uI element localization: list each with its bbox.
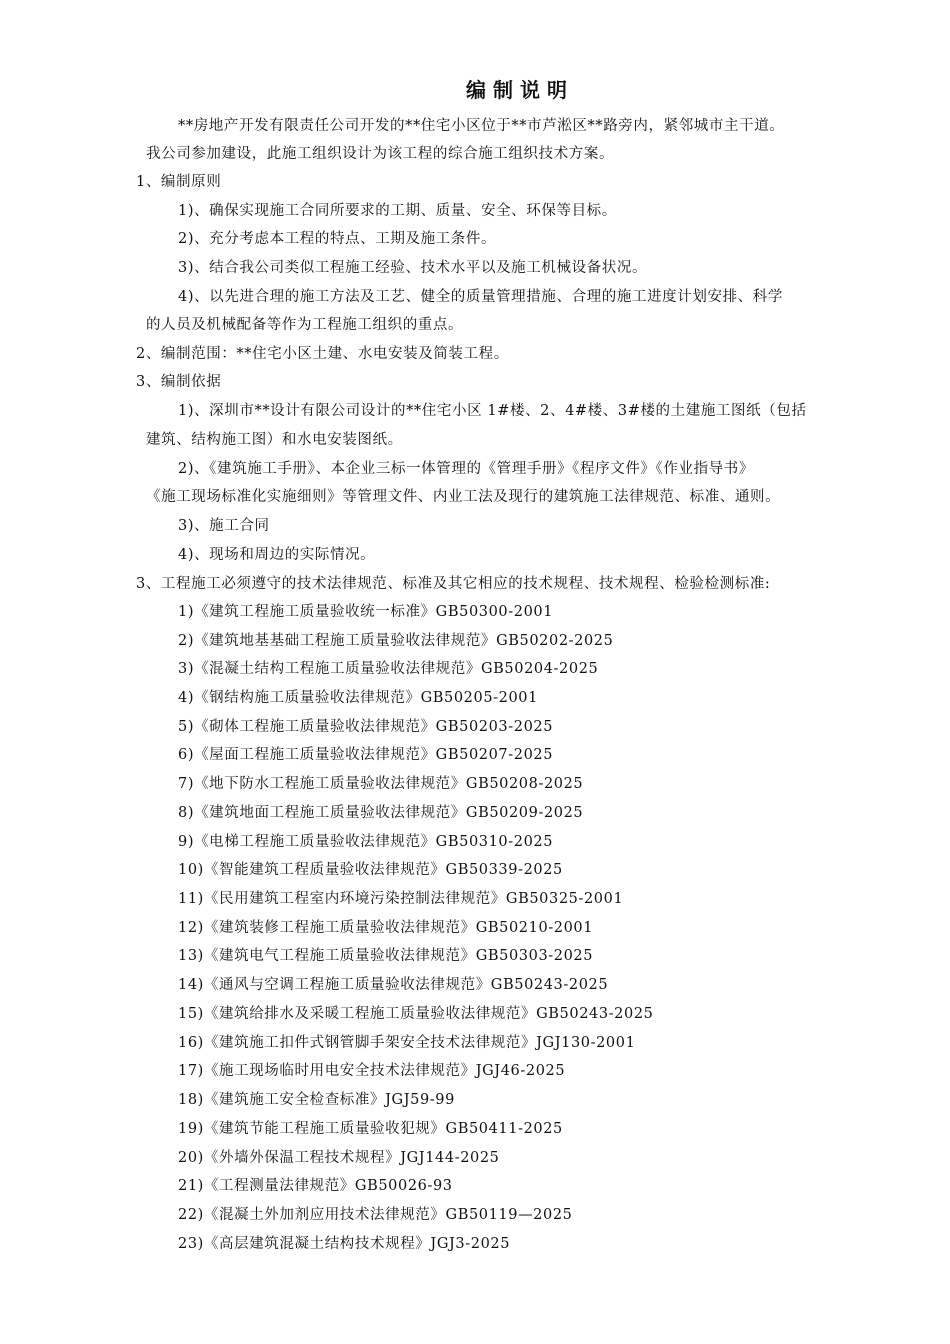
standard-item: 2)《建筑地基基础工程施工质量验收法律规范》GB50202-2025 <box>178 633 614 649</box>
standard-item: 21)《工程测量法律规范》GB50026-93 <box>178 1178 453 1194</box>
list-item: 3)、施工合同 <box>178 518 270 534</box>
standard-item: 5)《砌体工程施工质量验收法律规范》GB50203-2025 <box>178 719 554 735</box>
standard-item: 18)《建筑施工安全检查标准》JGJ59-99 <box>178 1092 455 1108</box>
intro-line: **房地产开发有限责任公司开发的**住宅小区位于**市芦淞区**路旁内，紧邻城市主干道。 <box>178 118 785 134</box>
list-item-continuation: 《施工现场标准化实施细则》等管理文件、内业工法及现行的建筑施工法律规范、标准、通则。 <box>146 489 781 505</box>
standard-item: 14)《通风与空调工程施工质量验收法律规范》GB50243-2025 <box>178 977 609 993</box>
list-item: 1)、深圳市**设计有限公司设计的**住宅小区 1#楼、2、4#楼、3#楼的土建施工图纸（包括 <box>178 403 807 419</box>
standard-item: 17)《施工现场临时用电安全技术法律规范》JGJ46-2025 <box>178 1063 566 1079</box>
standard-item: 6)《屋面工程施工质量验收法律规范》GB50207-2025 <box>178 747 554 763</box>
standard-item: 23)《高层建筑混凝土结构技术规程》JGJ3-2025 <box>178 1236 511 1252</box>
standard-item: 11)《民用建筑工程室内环境污染控制法律规范》GB50325-2001 <box>178 891 624 907</box>
standard-item: 9)《电梯工程施工质量验收法律规范》GB50310-2025 <box>178 834 554 850</box>
list-item: 3)、结合我公司类似工程施工经验、技术水平以及施工机械设备状况。 <box>178 260 648 276</box>
standard-item: 12)《建筑装修工程施工质量验收法律规范》GB50210-2001 <box>178 920 594 936</box>
section-heading-standards: 3、工程施工必须遵守的技术法律规范、标准及其它相应的技术规程、技术规程、检验检测标准: <box>136 576 771 592</box>
standard-item: 20)《外墙外保温工程技术规程》JGJ144-2025 <box>178 1150 500 1166</box>
intro-line: 我公司参加建设，此施工组织设计为该工程的综合施工组织技术方案。 <box>146 146 615 162</box>
standard-item: 7)《地下防水工程施工质量验收法律规范》GB50208-2025 <box>178 776 584 792</box>
list-item: 4)、以先进合理的施工方法及工艺、健全的质量管理措施、合理的施工进度计划安排、科学 <box>178 289 783 305</box>
list-item: 2)、《建筑施工手册》、本企业三标一体管理的《管理手册》《程序文件》《作业指导书》 <box>178 461 754 477</box>
section-heading-principles: 1、编制原则 <box>136 174 222 190</box>
standard-item: 3)《混凝土结构工程施工质量验收法律规范》GB50204-2025 <box>178 661 599 677</box>
standard-item: 15)《建筑给排水及采暖工程施工质量验收法律规范》GB50243-2025 <box>178 1006 654 1022</box>
list-item: 1)、确保实现施工合同所要求的工期、质量、安全、环保等目标。 <box>178 203 617 219</box>
list-item-continuation: 的人员及机械配备等作为工程施工组织的重点。 <box>146 317 464 333</box>
standard-item: 16)《建筑施工扣件式钢管脚手架安全技术法律规范》JGJ130-2001 <box>178 1035 636 1051</box>
list-item: 2)、充分考虑本工程的特点、工期及施工条件。 <box>178 231 497 247</box>
standard-item: 4)《钢结构施工质量验收法律规范》GB50205-2001 <box>178 690 538 706</box>
document-title: 编制说明 <box>466 78 574 102</box>
standard-item: 8)《建筑地面工程施工质量验收法律规范》GB50209-2025 <box>178 805 584 821</box>
standard-item: 22)《混凝土外加剂应用技术法律规范》GB50119—2025 <box>178 1207 573 1223</box>
section-heading-basis: 3、编制依据 <box>136 374 222 390</box>
list-item: 4)、现场和周边的实际情况。 <box>178 547 376 563</box>
list-item-continuation: 建筑、结构施工图）和水电安装图纸。 <box>146 432 403 448</box>
standard-item: 13)《建筑电气工程施工质量验收法律规范》GB50303-2025 <box>178 948 594 964</box>
standard-item: 19)《建筑节能工程施工质量验收犯规》GB50411-2025 <box>178 1121 563 1137</box>
section-heading-scope: 2、编制范围：**住宅小区土建、水电安装及简装工程。 <box>136 346 509 362</box>
standard-item: 10)《智能建筑工程质量验收法律规范》GB50339-2025 <box>178 862 563 878</box>
standard-item: 1)《建筑工程施工质量验收统一标准》GB50300-2001 <box>178 604 554 620</box>
